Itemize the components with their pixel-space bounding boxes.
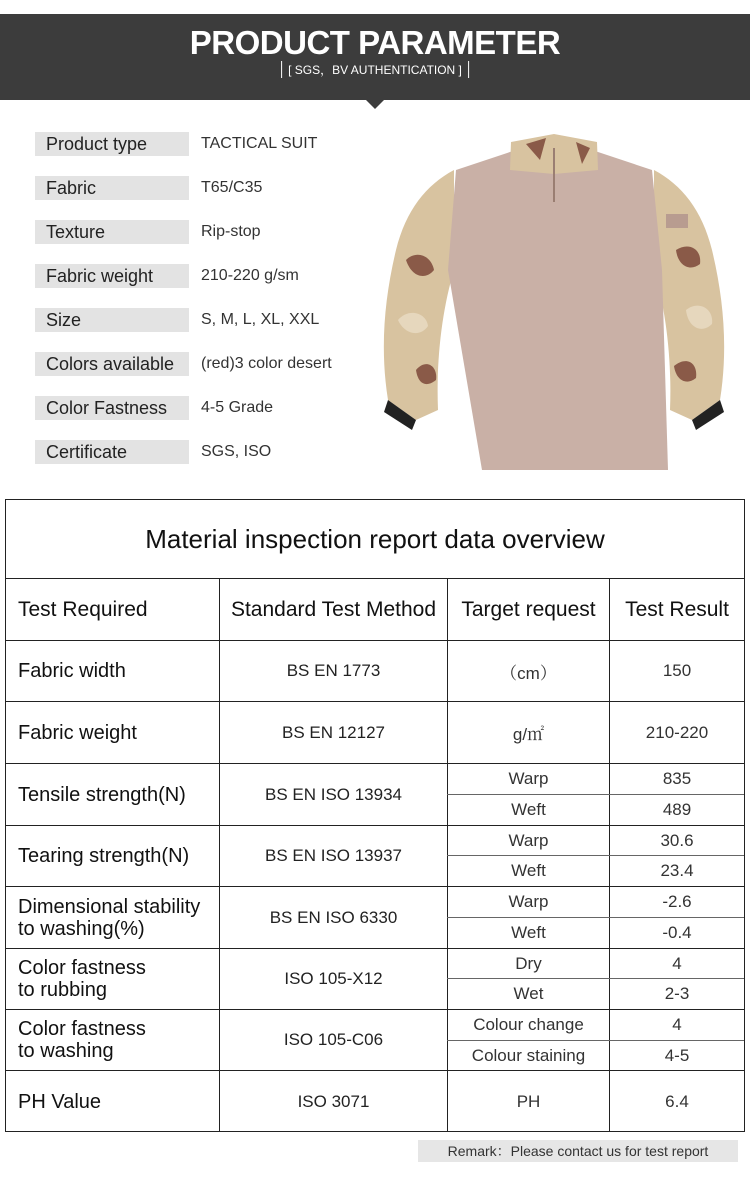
subrow-target: Warp [508, 769, 549, 788]
subrow-result: 835 [662, 769, 692, 788]
subrow-target: Warp [508, 892, 549, 911]
subrow-target: Weft [511, 800, 546, 819]
spec-row-color-fastness [35, 396, 395, 420]
row-method: BS EN ISO 13937 [264, 846, 403, 865]
row-name-line1: Color fastness [18, 957, 146, 979]
spec-label: Product type [35, 132, 189, 156]
spec-value: TACTICAL SUIT [201, 135, 318, 152]
subrow-target: Colour staining [471, 1045, 586, 1065]
spec-value: 210-220 g/sm [201, 267, 299, 284]
row-method: BS EN ISO 13934 [264, 784, 403, 804]
header-test-required: Test Required [18, 598, 148, 621]
spec-value: SGS, ISO [201, 443, 272, 460]
row-name-line2: to washing(%) [18, 917, 145, 940]
row-method: ISO 3071 [297, 1091, 370, 1111]
subrow-result: 23.4 [660, 861, 694, 880]
spec-value: (red)3 color desert [201, 355, 332, 372]
spec-row-product-type [35, 132, 395, 156]
row-name: Fabric width [18, 660, 126, 682]
report-title: Material inspection report data overview [6, 500, 744, 579]
spec-value: S, M, L, XL, XXL [201, 311, 320, 328]
row-method: BS EN ISO 6330 [269, 907, 398, 927]
header-test-result: Test Result [625, 598, 729, 621]
spec-row-texture [35, 220, 395, 244]
row-name [6, 1010, 219, 1070]
row-method: BS EN 1773 [286, 661, 381, 680]
row-result: 6.4 [665, 1091, 689, 1111]
row-method: ISO 105-X12 [284, 969, 383, 988]
subrow-result: 489 [662, 800, 692, 819]
row-name-line1: Dimensional stability [18, 895, 201, 918]
subrow-result: 4 [672, 1015, 682, 1034]
header-standard-test-method: Standard Test Method [230, 598, 437, 621]
subrow-target: Colour change [473, 1015, 584, 1034]
subrow-result: -2.6 [662, 892, 692, 911]
row-target: PH [516, 1091, 541, 1111]
spec-label: Colors available [35, 352, 189, 376]
row-name: Tearing strength(N) [18, 845, 190, 867]
row-result: 150 [662, 661, 692, 680]
remark-note: Remark：Please contact us for test report [418, 1140, 738, 1162]
row-name-line2: to rubbing [18, 979, 107, 1001]
tactical-shirt-image [376, 130, 732, 478]
row-method: BS EN 12127 [281, 722, 385, 742]
row-name-line2: to washing [18, 1040, 114, 1062]
subrow-target: Weft [511, 923, 546, 942]
spec-row-fabric-weight [35, 264, 395, 288]
subrow-result: -0.4 [662, 923, 692, 942]
row-method: ISO 105-C06 [283, 1030, 384, 1049]
row-target: g/㎡ [512, 725, 545, 744]
spec-value: T65/C35 [201, 179, 263, 196]
header-banner [0, 14, 750, 100]
spec-row-certificate [35, 440, 395, 464]
row-name: Tensile strength(N) [18, 783, 186, 806]
subrow-target: Weft [511, 861, 546, 880]
row-name-line1: Color fastness [18, 1018, 146, 1040]
subrow-result: 30.6 [660, 830, 694, 850]
row-target: （cm） [500, 663, 557, 683]
spec-label: Size [35, 308, 189, 332]
banner-pointer [366, 100, 384, 109]
spec-value: 4-5 Grade [201, 399, 274, 416]
page-title: PRODUCT PARAMETER [189, 24, 561, 61]
spec-row-size [35, 308, 395, 332]
spec-label: Texture [35, 220, 189, 244]
spec-value: Rip-stop [201, 223, 261, 240]
subrow-target: Wet [513, 984, 544, 1003]
subrow-target: Dry [515, 953, 542, 973]
subrow-result: 4 [672, 953, 682, 973]
page-subtitle: [ SGS，BV AUTHENTICATION ] [281, 61, 469, 78]
spec-row-colors [35, 352, 395, 376]
row-name [6, 949, 219, 1009]
spec-label: Certificate [35, 440, 189, 464]
spec-label: Fabric weight [35, 264, 189, 288]
row-name [6, 887, 219, 948]
spec-row-fabric [35, 176, 395, 200]
row-name: PH Value [18, 1090, 102, 1113]
spec-label: Color Fastness [35, 396, 189, 420]
spec-label: Fabric [35, 176, 189, 200]
row-result: 210-220 [645, 722, 709, 742]
header-target-request: Target request [461, 598, 596, 621]
subrow-result: 2-3 [664, 984, 690, 1003]
inspection-report-table [5, 499, 745, 1132]
row-name: Fabric weight [18, 721, 137, 744]
subrow-target: Warp [508, 830, 549, 850]
subrow-result: 4-5 [664, 1045, 690, 1065]
